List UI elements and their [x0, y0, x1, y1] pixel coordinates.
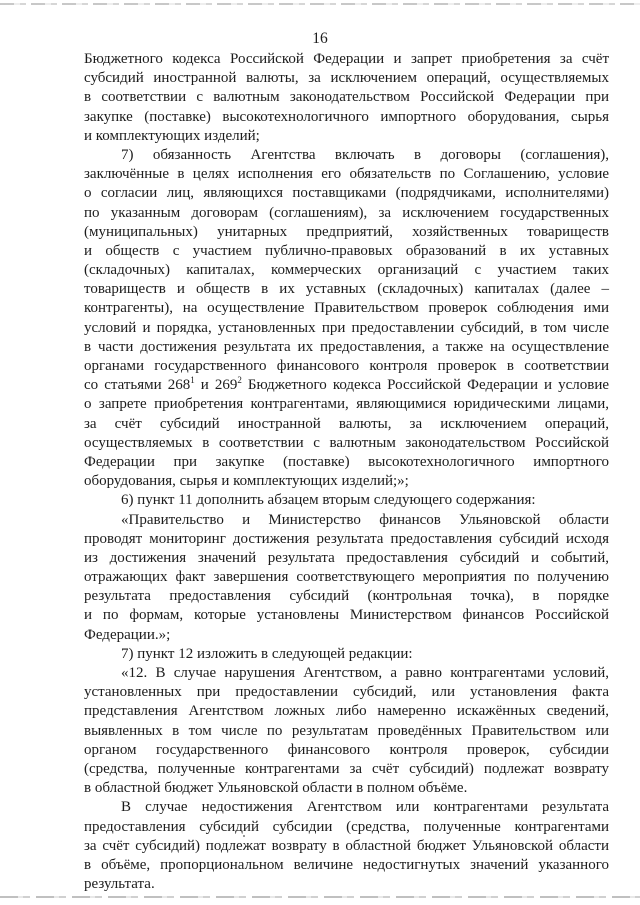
text-segment: и 269	[194, 377, 238, 394]
text-line: (муниципальных) унитарных предприятий, хозяйственных товариществ	[84, 223, 609, 240]
text-line: установленных при предоставлении субсидий, или установления факта	[84, 684, 609, 701]
text-line: проводят мониторинг достижения результата предоставления субсидий исходя	[84, 530, 609, 547]
text-segment: со статьями 268	[84, 377, 191, 394]
text-line: результата.	[84, 876, 155, 893]
text-line: 7) обязанность Агентства включать в договоры (соглашения),	[121, 146, 609, 163]
superscript: 2	[237, 375, 242, 386]
text-line: закупке (поставке) высокотехнологичного импортного оборудования, сырья	[84, 108, 609, 125]
text-line: органом государственного финансового контроля проверок, субсидии	[84, 741, 609, 758]
text-line: за счёт субсидий иностранной валюты, за исключением операций,	[84, 415, 609, 432]
text-segment: Бюджетного кодекса Российской Федерации и условие	[241, 377, 610, 394]
text-line: в областной бюджет Ульяновской области в полном объёме.	[84, 780, 468, 797]
text-line: (средства, полученные контрагентами за счёт субсидий) подлежат возврату	[84, 760, 609, 777]
text-line: результата предоставления субсидий (контрольная точка), в порядке	[84, 588, 609, 605]
text-line: условий и порядка, установленных при предоставлении субсидий, в том числе	[84, 319, 609, 336]
text-line: 7) пункт 12 изложить в следующей редакции:	[121, 645, 413, 662]
text-line: и по формам, которые установлены Министерством финансов Российской	[84, 607, 609, 624]
text-line: выявленных в том числе по результатам проведённых Правительством или	[84, 722, 609, 739]
text-line: оборудования, сырья и комплектующих изделий;»;	[84, 473, 409, 490]
text-line: представления Агентством ложных либо намеренно искажённых сведений,	[84, 703, 609, 720]
text-line: в части достижения результата их предоставления, а также на осуществление	[84, 338, 609, 355]
superscript: 1	[190, 375, 195, 386]
page-number: 16	[312, 30, 328, 47]
text-line: «Правительство и Министерство финансов Ульяновской области	[121, 511, 609, 528]
text-line: за счёт субсидий) подлежат возврату в областной бюджет Ульяновской области	[84, 837, 609, 854]
text-line: субсидий иностранной валюты, за исключением операций, осуществляемых	[84, 70, 609, 87]
text-line: предоставления субсидий субсидии (средства, полученные контрагентами	[84, 818, 609, 835]
text-line-with-superscripts	[84, 376, 609, 395]
text-line: Федерации при закупке (поставке) высокотехнологичного импортного	[84, 453, 609, 470]
text-line: отражающих факт завершения соответствующего мероприятия по получению	[84, 569, 609, 586]
text-line: контрагенты), на осуществление Правительством проверок соблюдения ими	[84, 300, 609, 317]
text-line: и обществ с участием публично-правовых образований в их уставных	[84, 242, 609, 259]
text-line: в соответствии с валютным законодательством Российской Федерации при	[84, 89, 609, 106]
text-line: Федерации.»;	[84, 626, 171, 643]
text-line: осуществляемых в соответствии с валютным законодательством Российской	[84, 434, 609, 451]
text-line: о запрете приобретения контрагентами, являющимися юридическими лицами,	[84, 396, 609, 413]
text-line: заключённые в целях исполнения его обязательств по Соглашению, условие	[84, 166, 609, 183]
text-line: Бюджетного кодекса Российской Федерации и запрет приобретения за счёт	[84, 51, 609, 67]
scan-speck	[243, 835, 245, 837]
text-line: о согласии лиц, являющихся поставщиками (подрядчиками, исполнителями)	[84, 185, 609, 202]
text-line: «12. В случае нарушения Агентством, а равно контрагентами условий,	[121, 665, 609, 681]
text-line: и комплектующих изделий;	[84, 127, 260, 144]
text-line: в объёме, пропорциональном величине недостигнутых значений указанного	[84, 856, 609, 873]
text-line: товариществ и обществ в их уставных (складочных) капиталах (далее –	[84, 281, 609, 298]
text-line: 6) пункт 11 дополнить абзацем вторым следующего содержания:	[121, 492, 536, 509]
text-line: из достижения значений результата предоставления субсидий и событий,	[84, 549, 609, 566]
text-line: (складочных) капиталах, коммерческих организаций с участием таких	[84, 262, 609, 279]
text-line: органами государственного финансового контроля проверок в соответствии	[84, 358, 609, 374]
scan-edge-bottom	[0, 896, 640, 898]
scan-edge-top	[0, 3, 640, 5]
document-body	[84, 50, 609, 894]
text-line: по указанным договорам (соглашениям), за исключением государственных	[84, 204, 609, 221]
text-line: В случае недостижения Агентством или контрагентами результата	[121, 799, 609, 816]
